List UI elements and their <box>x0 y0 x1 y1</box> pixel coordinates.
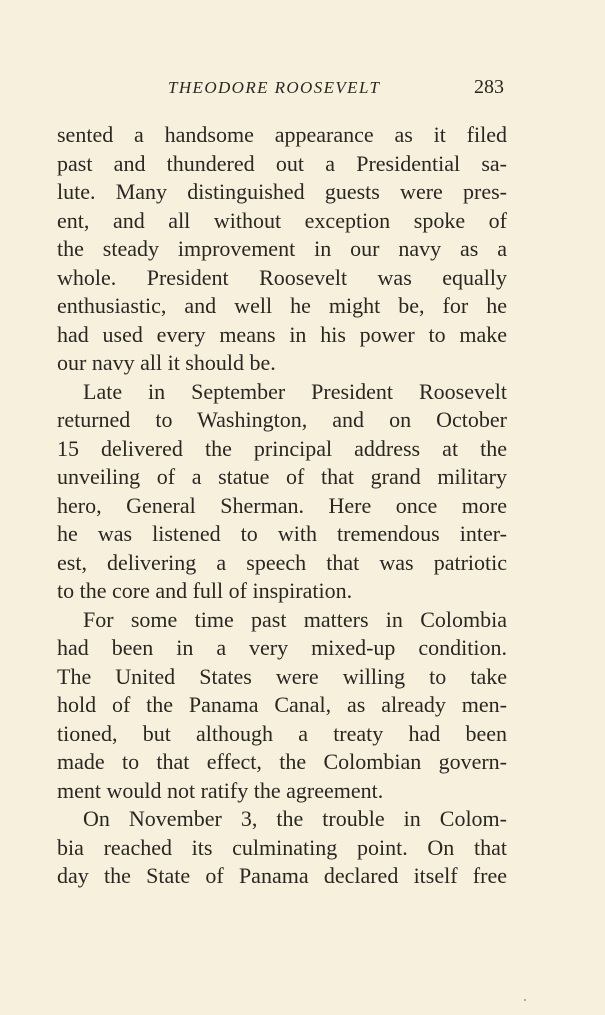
text-line: sented a handsome appearance as it filed <box>57 122 507 147</box>
text-line: Late in September President Roosevelt <box>83 378 507 404</box>
text-line: For some time past matters in Colombia <box>83 606 507 632</box>
text-line: returned to Washington, and on October <box>57 407 507 432</box>
paragraph <box>57 606 507 806</box>
text-line: est, delivering a speech that was patriotic <box>57 549 507 575</box>
text-line: 15 delivered the principal address at the <box>57 435 507 461</box>
running-head-title: THEODORE ROOSEVELT <box>168 78 381 97</box>
text-line: hold of the Panama Canal, as already men- <box>57 692 507 717</box>
text-line: whole. President Roosevelt was equally <box>57 264 507 290</box>
text-line: he was listened to with tremendous inter- <box>57 521 507 546</box>
text-line: past and thundered out a Presidential sa- <box>57 150 507 176</box>
text-line: to the core and full of inspiration. <box>57 578 353 603</box>
paragraph <box>57 805 507 891</box>
text-line: unveiling of a statue of that grand military <box>57 464 507 489</box>
text-line: day the State of Panama declared itself free <box>57 863 507 888</box>
paragraph <box>57 121 507 378</box>
text-line: made to that effect, the Colombian govern- <box>57 749 507 774</box>
text-line: had used every means in his power to make <box>57 321 507 347</box>
text-line: hero, General Sherman. Here once more <box>57 492 507 518</box>
page-number: 283 <box>474 76 504 98</box>
text-line: ent, and all without exception spoke of <box>57 207 507 233</box>
paragraph <box>57 378 507 606</box>
text-line: bia reached its culminating point. On that <box>57 834 507 860</box>
text-line: The United States were willing to take <box>57 663 507 689</box>
body-text <box>57 121 507 891</box>
text-line: tioned, but although a treaty had been <box>57 720 507 746</box>
text-line: the steady improvement in our navy as a <box>57 236 507 261</box>
paper-speck <box>524 999 526 1001</box>
text-line: our navy all it should be. <box>57 350 276 375</box>
text-line: had been in a very mixed-up condition. <box>57 635 507 660</box>
text-line: ment would not ratify the agreement. <box>57 777 384 803</box>
running-head <box>0 78 605 102</box>
text-line: lute. Many distinguished guests were pres- <box>57 179 507 204</box>
text-line: enthusiastic, and well he might be, for he <box>57 293 507 318</box>
text-line: On November 3, the trouble in Colom- <box>83 806 507 831</box>
